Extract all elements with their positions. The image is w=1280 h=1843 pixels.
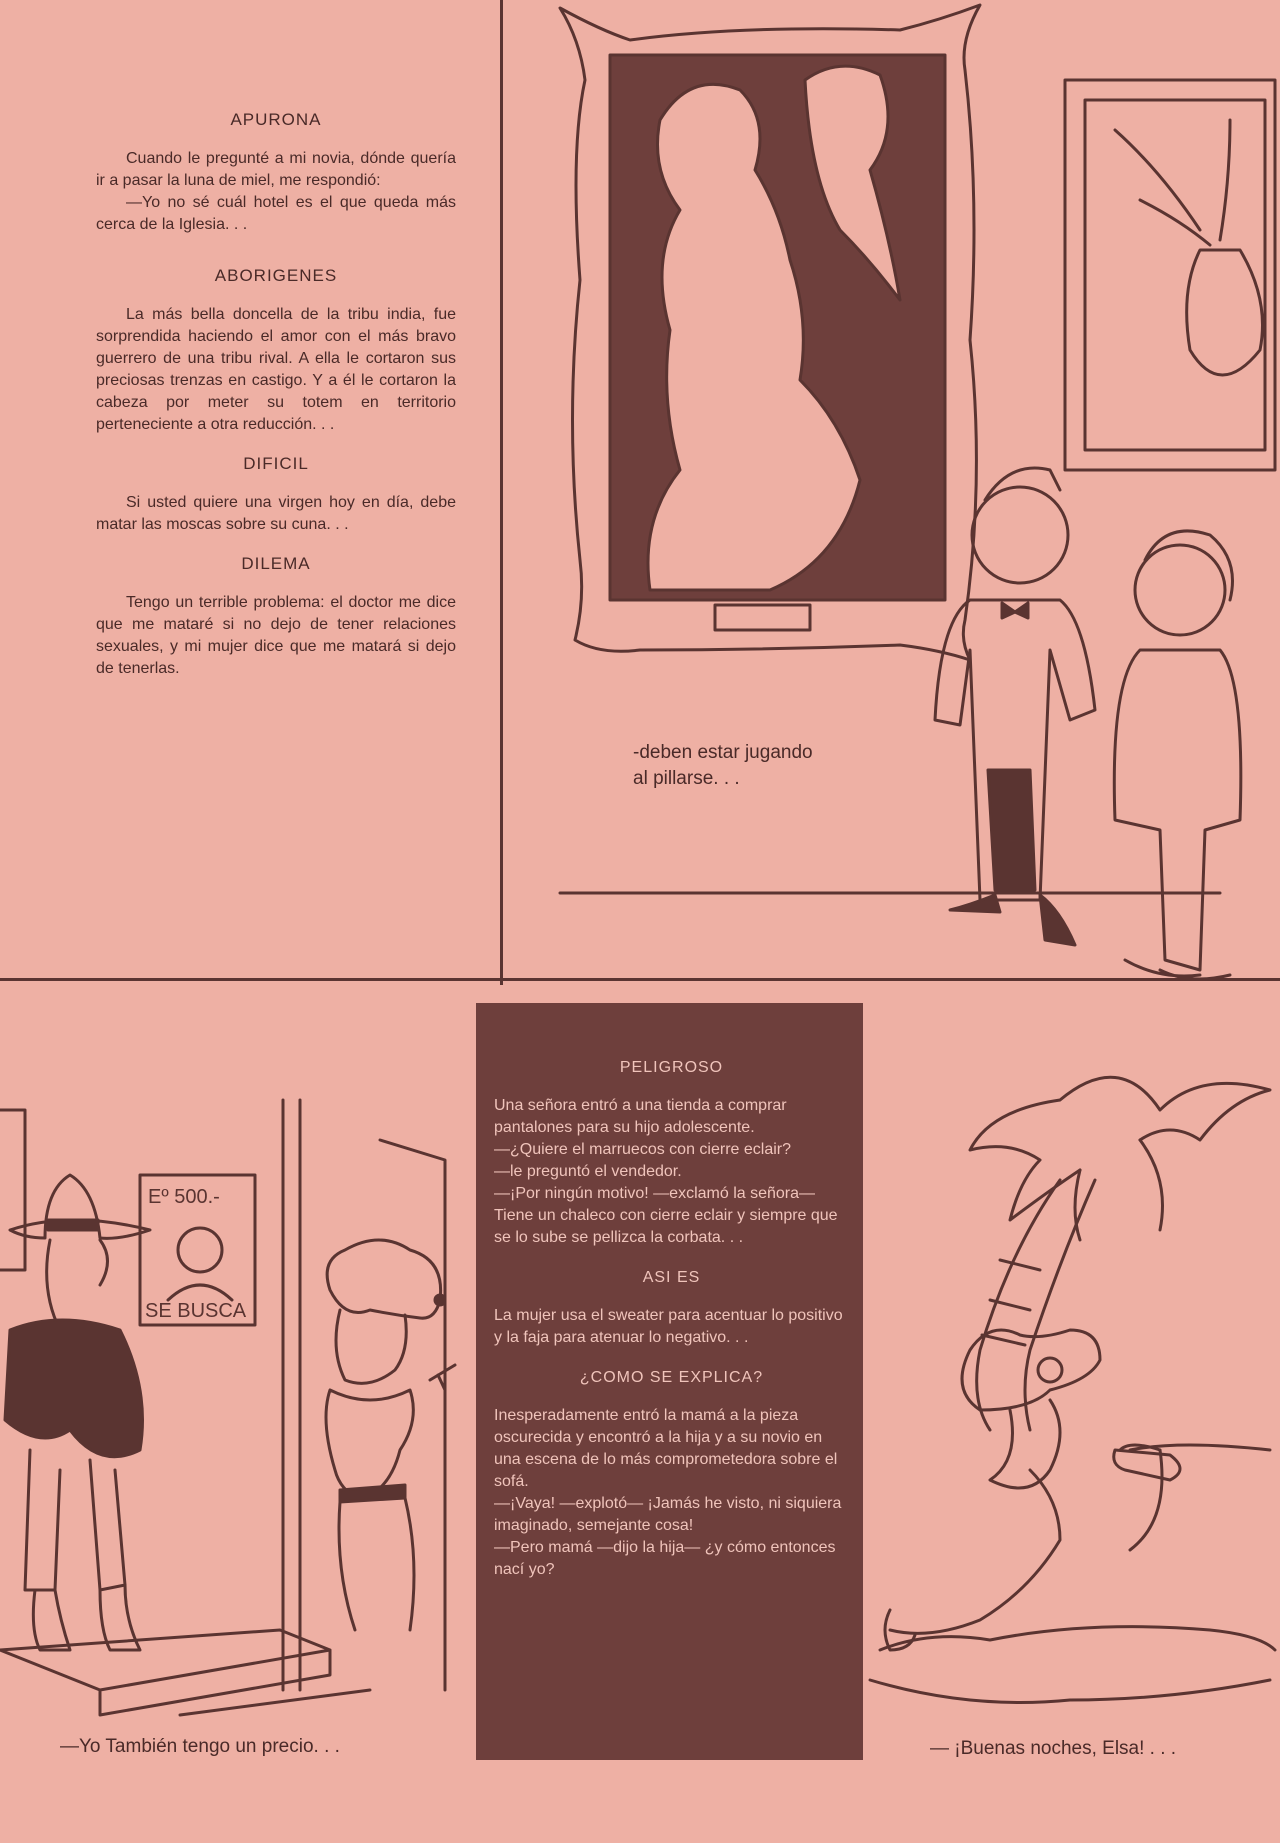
castaway-caption: — ¡Buenas noches, Elsa! . . . [930, 1738, 1177, 1759]
joke-dificil [96, 454, 456, 536]
joke-body [96, 592, 456, 680]
boy-head [1135, 545, 1225, 635]
vertical-divider-top [500, 0, 503, 985]
joke-title: ABORIGENES [214, 266, 338, 285]
joke-line: La más bella doncella de la tribu india, fue sorprendida haciendo el amor con el más bravo guerrero de una tribu rival. A ella le cortaron sus preciosas trenzas en castigo. Y a él le cortaron la cabeza por meter su totem en territorio perteneciente a otra reducción. . . [96, 306, 456, 433]
joke-apurona [96, 110, 456, 236]
cowboy-cartoon-illustration [0, 1090, 470, 1730]
caption-line: al pillarse. . . [633, 768, 740, 789]
joke-body [96, 492, 456, 536]
boy-suit [1114, 650, 1241, 970]
box-joke-line: —Pero mamá —dijo la hija— ¿y cómo entonces nací yo? [494, 1539, 836, 1578]
box-joke-line: Inesperadamente entró la mamá a la pieza oscurecida y encontró a la hija y a su novio en una escena de lo más comprometedora sobre el sofá. [494, 1407, 838, 1490]
jokes-box [476, 1003, 863, 1760]
box-joke-title: ¿COMO SE EXPLICA? [579, 1369, 764, 1386]
box-joke-line: —¡Por ningún motivo! —exclamó la señora— Tiene un chaleco con cierre eclair y siempre que se lo sube se pellizca la corbata. . . [494, 1185, 838, 1246]
box-joke-body [494, 1405, 849, 1581]
joke-body [96, 148, 456, 236]
woman-hair [327, 1240, 440, 1318]
joke-line: Tengo un terrible problema: el doctor me dice que me mataré si no dejo de tener relaciones sexuales, y mi mujer dice que me matará si dejo de tenerlas. [96, 594, 456, 677]
box-joke-line: —¿Quiere el marruecos con cierre eclair? [494, 1141, 791, 1158]
box-joke-como-se-explica [494, 1369, 849, 1581]
cowboy-poncho [5, 1320, 143, 1457]
palm-fronds [970, 1077, 1270, 1220]
joke-line: —Yo no sé cuál hotel es el que queda más cerca de la Iglesia. . . [96, 194, 456, 233]
wanted-poster-price: Eº 500.- [148, 1186, 220, 1208]
box-joke-body [494, 1095, 849, 1249]
palm-trunk [977, 1180, 1095, 1430]
joke-title: APURONA [230, 110, 322, 129]
box-joke-line: Una señora entró a una tienda a comprar pantalones para su hijo adolescente. [494, 1097, 787, 1136]
jokes-column [96, 110, 456, 698]
box-joke-title: ASI ES [642, 1269, 701, 1286]
joke-line: Si usted quiere una virgen hoy en día, debe matar las moscas sobre su cuna. . . [96, 494, 456, 533]
man-head [972, 487, 1068, 583]
box-joke-line: —le preguntó el vendedor. [494, 1163, 682, 1180]
island-shore [870, 1627, 1275, 1703]
joke-dilema [96, 554, 456, 680]
frame-plaque [715, 605, 810, 630]
joke-body [96, 304, 456, 436]
second-painting-frame [1065, 80, 1275, 470]
museum-caption [633, 742, 813, 790]
wanted-poster-label: SE BUSCA [145, 1300, 247, 1322]
box-joke-line: —¡Vaya! —explotó— ¡Jamás he visto, ni siquiera imaginado, semejante cosa! [494, 1495, 842, 1534]
woman-dress [326, 1390, 413, 1500]
museum-cartoon-illustration [540, 0, 1280, 980]
joke-title: DILEMA [241, 554, 311, 573]
castaway-cartoon-illustration [870, 1030, 1280, 1750]
box-joke-peligroso [494, 1059, 849, 1249]
box-joke-title: PELIGROSO [619, 1059, 724, 1076]
cowboy-caption: —Yo También tengo un precio. . . [60, 1736, 340, 1757]
box-joke-body [494, 1305, 849, 1349]
joke-line: Cuando le pregunté a mi novia, dónde quería ir a pasar la luna de miel, me respondió: [96, 150, 456, 189]
joke-aborigenes [96, 266, 456, 436]
joke-title: DIFICIL [243, 454, 309, 473]
caption-line: -deben estar jugando [633, 742, 813, 763]
box-joke-asi-es [494, 1269, 849, 1349]
box-joke-line: La mujer usa el sweater para acentuar lo positivo y la faja para atenuar lo negativo. . . [494, 1307, 843, 1346]
